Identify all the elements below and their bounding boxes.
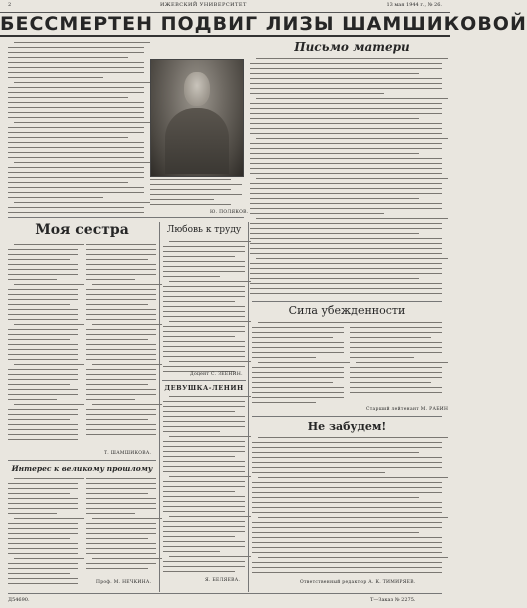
bottom-rule [8,593,442,594]
editor-signature: Ответственный редактор А. К. ТИМИРЯЕВ. [300,580,416,585]
strength-signature: Старший лейтенант М. РАБИН [366,407,449,412]
portrait-face [184,72,210,106]
strength-column-1 [252,322,344,406]
labor-signature: Доцент С. ЗЕЕНИН. [190,372,243,377]
interest-signature: Проф. М. НЕЧКИНА. [96,580,152,585]
portrait-caption-signature: Ю. ПОЛЯКОВ. [210,210,249,215]
issue-date: 13 мая 1944 г., № 26. [386,2,442,8]
interest-column-2 [86,478,156,578]
column-rule-1 [159,222,160,592]
masthead [0,0,450,13]
sister-signature: Т. ШАМШИКОВА. [104,451,152,456]
interest-title: Интерес к великому прошлому [11,464,153,473]
forget-title: Не забудем! [307,420,387,433]
letter-column [250,58,442,298]
strength-title: Сила убежденности [288,304,406,317]
interest-divider [8,460,156,461]
portrait-body [165,108,229,174]
portrait-photo [150,59,244,177]
column-rule-2 [248,222,249,592]
poem-block [150,179,242,209]
footer-right: Т—Заказ № 2275. [370,597,416,603]
page-headline: БЕССМЕРТЕН ПОДВИГ ЛИЗЫ ШАМШИКОВОЙ [0,13,527,35]
sister-column-2 [86,244,156,450]
letter-title: Письмо матери [294,40,410,54]
interest-column-1 [8,478,78,590]
article-intro-column [8,42,144,214]
strength-top-divider [252,301,442,302]
labor-divider [162,380,246,381]
labor-title: Любовь к труду [166,225,242,235]
sister-title: Моя сестра [35,222,129,238]
forget-divider [252,416,442,417]
girl-column [163,396,245,574]
page-number: 2 [8,2,12,8]
labor-column [163,241,245,371]
newspaper-name: ИЖЕВСКИЙ УНИВЕРСИТЕТ [160,2,247,8]
sister-column-1 [8,244,78,450]
forget-column [252,437,442,575]
strength-column-2 [350,322,442,406]
girl-title: ДЕВУШКА-ЛЕНИН [164,384,244,392]
girl-signature: Я. БЕЛЯЕВА. [205,578,241,583]
footer-left: Д54690. [8,597,30,603]
upper-divider [8,217,244,218]
